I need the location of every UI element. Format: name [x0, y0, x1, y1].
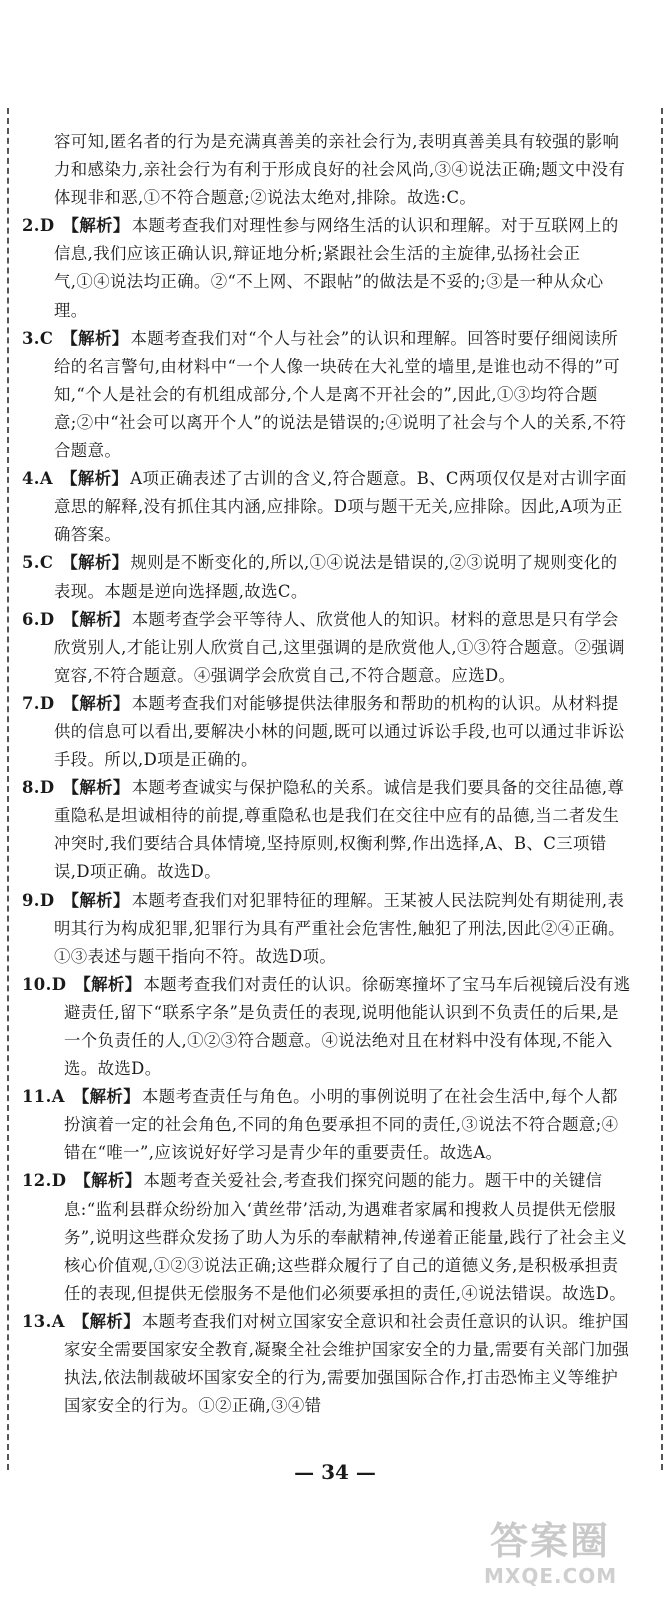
answer-number: 9.D	[22, 890, 55, 910]
answer-number: 11.A	[22, 1087, 65, 1107]
answer-item-6	[22, 606, 634, 690]
answer-item-12	[22, 1167, 634, 1307]
left-margin-rule	[7, 108, 9, 1470]
answer-item-10	[22, 971, 634, 1083]
analysis-tag: 【解析】	[61, 553, 129, 573]
answer-list	[22, 128, 634, 1420]
analysis-tag: 【解析】	[61, 328, 129, 348]
answer-text: 本题考查我们对犯罪特征的理解。王某被人民法院判处有期徒刑,表明其行为构成犯罪,犯罪行为具有严重社会危害性,触犯了刑法,因此②④正确。①③表述与题干指向不符。故选D项。	[54, 890, 625, 966]
analysis-tag: 【解析】	[61, 469, 129, 489]
answer-number: 5.C	[22, 553, 54, 573]
answer-text: 本题考查关爱社会,考查我们探究问题的能力。题干中的关键信息:“监利县群众纷纷加入‘黄丝带’活动,为遇难者家属和搜救人员提供无偿服务”,说明这些群众发扬了助人为乐的奉献精神,传递着正能量,践行了社会主义核心价值观,①②③说法正确;这些群众履行了自己的道德义务,是积极承担责任的表现,但提供无偿服务不是他们必须要承担的责任,④说法错误。故选D。	[64, 1171, 627, 1303]
answer-number: 10.D	[22, 974, 67, 994]
watermark-title: 答案圈	[490, 1519, 611, 1563]
answer-number: 6.D	[22, 609, 55, 629]
analysis-tag: 【解析】	[62, 890, 130, 910]
answer-number: 13.A	[22, 1311, 65, 1331]
answer-text: 规则是不断变化的,所以,①④说法是错误的,②③说明了规则变化的表现。本题是逆向选择题,故选C。	[54, 553, 618, 601]
analysis-tag: 【解析】	[62, 778, 130, 798]
answer-item-2	[22, 212, 634, 324]
answer-text: 本题考查我们对理性参与网络生活的认识和理解。对于互联网上的信息,我们应该正确认识,辩证地分析;紧跟社会生活的主旋律,弘扬社会正气,①④说法均正确。②“不上网、不跟帖”的做法是不妥的;③是一种从众心理。	[54, 216, 619, 320]
answer-item-9	[22, 887, 634, 971]
answer-text: 本题考查我们对树立国家安全意识和社会责任意识的认识。维护国家安全需要国家安全教育,凝聚全社会维护国家安全的力量,需要有关部门加强执法,依法制裁破坏国家安全的行为,需要加强国际合作,打击恐怖主义等维护国家安全的行为。①②正确,③④错	[64, 1311, 630, 1416]
answer-text: 本题考查我们对“个人与社会”的认识和理解。回答时要仔细阅读所给的名言警句,由材料中“一个人像一块砖在大礼堂的墙里,是谁也动不得的”可知,“个人是社会的有机组成部分,个人是离不开社会的”,因此,①③均符合题意;②中“社会可以离开个人”的说法是错误的;④说明了社会与个人的关系,不符合题意。	[54, 328, 627, 461]
answer-item-4	[22, 465, 634, 549]
answer-item-7	[22, 690, 634, 774]
analysis-tag: 【解析】	[74, 1171, 142, 1191]
answer-item-11	[22, 1083, 634, 1167]
answer-text: A项正确表述了古训的含义,符合题意。B、C两项仅仅是对古训字面意思的解释,没有抓住其内涵,应排除。D项与题干无关,应排除。因此,A项为正确答案。	[54, 469, 627, 545]
answer-item-8	[22, 774, 634, 886]
answer-item-13	[22, 1308, 634, 1420]
answer-number: 8.D	[22, 778, 55, 798]
answer-text: 本题考查责任与角色。小明的事例说明了在社会生活中,每个人都扮演着一定的社会角色,不同的角色要承担不同的责任,③说法不符合题意;④错在“唯一”,应该说好好学习是青少年的重要责任。故选A。	[64, 1087, 619, 1163]
continuation-paragraph: 容可知,匿名者的行为是充满真善美的亲社会行为,表明真善美具有较强的影响力和感染力,亲社会行为有利于形成良好的社会风尚,③④说法正确;题文中没有体现非和恶,①不符合题意;②说法太绝对,排除。故选:C。	[54, 132, 626, 208]
page-number: — 34 —	[294, 1460, 376, 1484]
analysis-tag: 【解析】	[62, 216, 130, 236]
answer-number: 12.D	[22, 1171, 67, 1191]
watermark-logo	[476, 1510, 666, 1594]
answer-number: 4.A	[22, 469, 54, 489]
answer-item-5	[22, 549, 634, 605]
answer-number: 3.C	[22, 328, 54, 348]
watermark-url: MXQE.COM	[484, 1564, 618, 1588]
analysis-tag: 【解析】	[72, 1311, 141, 1331]
answer-text: 本题考查诚实与保护隐私的关系。诚信是我们要具备的交往品德,尊重隐私是坦诚相待的前提,尊重隐私也是我们在交往中应有的品德,当二者发生冲突时,我们要结合具体情境,坚持原则,权衡利弊,作出选择,A、B、C三项错误,D项正确。故选D。	[54, 778, 625, 882]
answer-text: 本题考查我们对责任的认识。徐砺寒撞坏了宝马车后视镜后没有逃避责任,留下“联系字条”是负责任的表现,说明他能认识到不负责任的后果,是一个负责任的人,①②③符合题意。④说法绝对且在材料中没有体现,不能入选。故选D。	[64, 974, 631, 1079]
right-margin-rule	[661, 108, 663, 1470]
answer-number: 2.D	[22, 216, 55, 236]
analysis-tag: 【解析】	[62, 609, 130, 629]
analysis-tag: 【解析】	[62, 693, 130, 713]
answer-number: 7.D	[22, 693, 55, 713]
answer-text: 本题考查我们对能够提供法律服务和帮助的机构的认识。从材料提供的信息可以看出,要解决小林的问题,既可以通过诉讼手段,也可以通过非诉讼手段。所以,D项是正确的。	[54, 693, 625, 770]
answer-item-3	[22, 325, 634, 465]
analysis-tag: 【解析】	[74, 974, 142, 994]
analysis-tag: 【解析】	[72, 1087, 141, 1107]
answer-text: 本题考查学会平等待人、欣赏他人的知识。材料的意思是只有学会欣赏别人,才能让别人欣赏自己,这里强调的是欣赏他人,①③符合题意。②强调宽容,不符合题意。④强调学会欣赏自己,不符合题意。应选D。	[54, 609, 625, 685]
